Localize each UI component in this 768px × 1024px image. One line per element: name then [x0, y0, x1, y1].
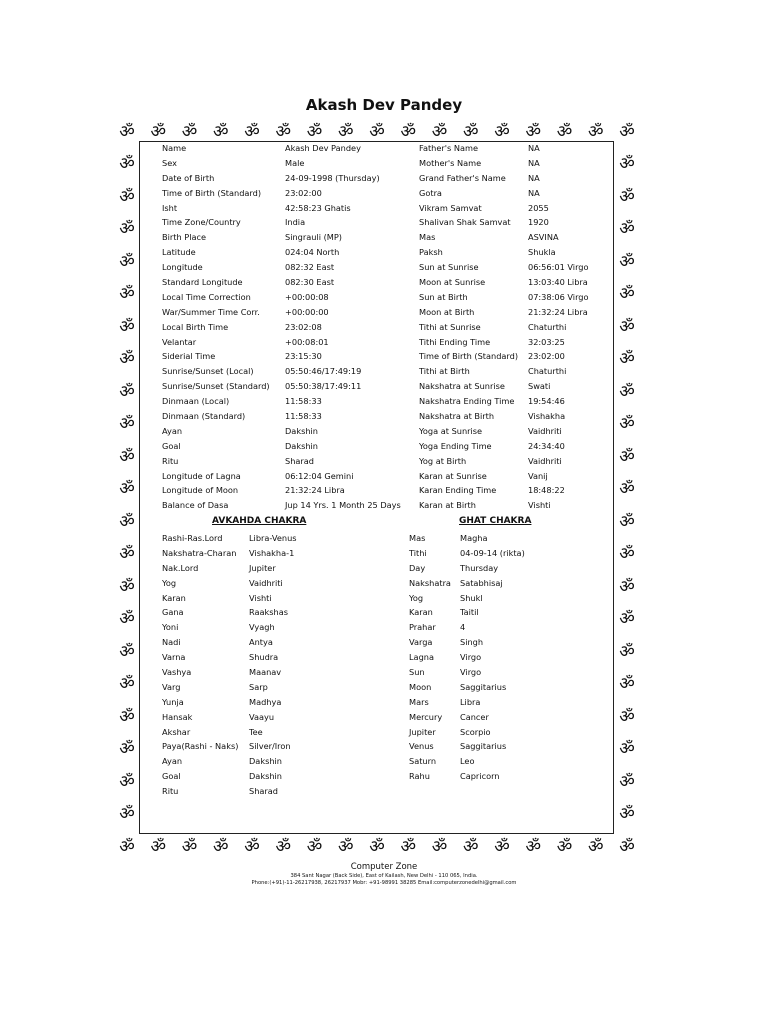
om-icon: ॐ — [431, 837, 448, 857]
om-icon: ॐ — [119, 576, 135, 597]
detail-left-value: Jup 14 Yrs. 1 Month 25 Days — [285, 500, 401, 511]
om-icon: ॐ — [119, 349, 135, 369]
avkahda-label: Varna — [162, 652, 186, 663]
ghat-value: Singh — [460, 637, 484, 648]
om-icon: ॐ — [619, 186, 635, 207]
detail-left-value: 11:58:33 — [285, 396, 322, 407]
om-icon: ॐ — [181, 837, 198, 857]
detail-right-value: 1920 — [528, 217, 549, 228]
detail-left-value: 23:02:00 — [285, 187, 322, 198]
detail-left-value: 11:58:33 — [285, 411, 322, 422]
detail-right-label: Yoga at Sunrise — [419, 425, 483, 436]
detail-right-value: Chaturthi — [528, 366, 567, 377]
avkahda-value: Shudra — [249, 652, 279, 663]
detail-left-label: Time of Birth (Standard) — [162, 187, 262, 198]
detail-left-value: 23:15:30 — [285, 351, 322, 362]
detail-left-label: Siderial Time — [162, 351, 216, 362]
detail-left-label: Longitude of Moon — [162, 485, 239, 496]
om-icon: ॐ — [119, 771, 135, 792]
om-icon: ॐ — [150, 122, 166, 142]
ghat-value: Leo — [460, 756, 475, 767]
ghat-label: Moon — [409, 681, 432, 692]
detail-left-label: Name — [162, 143, 187, 153]
ghat-label: Nakshatra — [409, 577, 451, 588]
om-icon: ॐ — [619, 641, 635, 662]
om-icon: ॐ — [556, 837, 573, 857]
detail-right-label: Karan at Sunrise — [419, 470, 487, 481]
om-icon: ॐ — [119, 706, 135, 727]
om-icon: ॐ — [119, 674, 135, 694]
detail-left-value: 05:50:46/17:49:19 — [285, 366, 362, 377]
avkahda-label: Goal — [162, 771, 181, 782]
detail-left-value: 082:30 East — [285, 277, 335, 288]
detail-left-value: +00:00:08 — [285, 291, 329, 302]
detail-right-label: Father's Name — [419, 143, 479, 153]
avkahda-label: Yoni — [162, 622, 179, 633]
ghat-value: Saggitarius — [460, 681, 507, 692]
detail-left-value: Akash Dev Pandey — [285, 143, 361, 153]
om-icon: ॐ — [119, 479, 135, 499]
detail-right-value: 24:34:40 — [528, 440, 565, 451]
om-icon: ॐ — [619, 154, 635, 174]
detail-left-label: Standard Longitude — [162, 277, 243, 288]
ghat-value: Capricorn — [460, 771, 500, 782]
om-icon: ॐ — [275, 122, 291, 142]
om-icon: ॐ — [119, 739, 135, 759]
om-icon: ॐ — [619, 609, 635, 629]
om-icon: ॐ — [119, 544, 135, 564]
om-icon: ॐ — [150, 837, 166, 857]
om-icon: ॐ — [619, 576, 635, 597]
avkahda-value: Silver/Iron — [249, 741, 291, 752]
om-icon: ॐ — [244, 837, 260, 857]
om-icon: ॐ — [119, 122, 135, 142]
detail-right-value: 06:56:01 Virgo — [528, 262, 589, 273]
ghat-label: Day — [409, 562, 426, 573]
detail-right-label: Nakshatra at Birth — [419, 411, 495, 422]
detail-right-label: Yoga Ending Time — [419, 440, 492, 451]
avkahda-value: Libra-Venus — [249, 533, 297, 543]
detail-right-value: ASVINA — [528, 232, 559, 243]
avkahda-label: Vashya — [162, 667, 192, 678]
ghat-value: Satabhisaj — [460, 577, 503, 588]
om-icon: ॐ — [119, 219, 135, 239]
om-icon: ॐ — [619, 219, 635, 239]
detail-left-label: Sunrise/Sunset (Standard) — [162, 381, 270, 392]
om-icon: ॐ — [119, 154, 135, 174]
om-icon: ॐ — [275, 837, 291, 857]
avkahda-value: Vishakha-1 — [249, 547, 295, 558]
detail-right-value: NA — [528, 157, 540, 168]
detail-left-label: Birth Place — [162, 232, 207, 243]
om-icon: ॐ — [337, 837, 354, 857]
detail-right-label: Sun at Birth — [419, 291, 468, 302]
detail-left-value: 21:32:24 Libra — [285, 485, 345, 496]
detail-left-label: Balance of Dasa — [162, 500, 229, 511]
detail-right-value: 21:32:24 Libra — [528, 306, 588, 317]
om-icon: ॐ — [619, 771, 635, 792]
avkahda-value: Sharad — [249, 786, 278, 797]
details-left-values — [285, 141, 401, 513]
avkahda-labels — [162, 531, 238, 799]
avkahda-label: Varg — [162, 681, 181, 692]
ghat-label: Tithi — [409, 547, 427, 558]
ghat-value: Shukl — [460, 592, 483, 603]
om-icon: ॐ — [306, 837, 323, 857]
ghat-label: Mars — [409, 696, 429, 707]
om-icon: ॐ — [619, 414, 635, 434]
om-icon: ॐ — [494, 837, 510, 857]
om-icon: ॐ — [619, 511, 635, 532]
om-icon: ॐ — [306, 122, 323, 142]
footer-address: 384 Sant Nagar (Back Side), East of Kailash, New Delhi - 110 065, India. — [290, 873, 478, 879]
om-icon: ॐ — [400, 837, 416, 857]
avkahda-values — [249, 531, 297, 799]
avkahda-label: Rashi-Ras.Lord — [162, 533, 223, 543]
avkahda-label: Nak.Lord — [162, 562, 199, 573]
ghat-label: Mercury — [409, 711, 443, 722]
avkahda-value: Dakshin — [249, 771, 282, 782]
ghat-label: Karan — [409, 607, 433, 618]
om-icon: ॐ — [587, 122, 604, 142]
avkahda-value: Antya — [249, 637, 273, 648]
detail-right-label: Vikram Samvat — [419, 202, 482, 213]
ghat-value: Thursday — [460, 562, 499, 573]
om-icon: ॐ — [119, 316, 135, 337]
details-left-labels — [162, 141, 270, 513]
detail-left-value: Singrauli (MP) — [285, 232, 342, 243]
detail-left-label: Sex — [162, 157, 177, 168]
om-icon: ॐ — [619, 804, 635, 824]
detail-right-label: Gotra — [419, 187, 442, 198]
ghat-label: Prahar — [409, 622, 436, 633]
ghat-value: 04-09-14 (rikta) — [460, 547, 525, 558]
detail-right-label: Karan at Birth — [419, 500, 476, 511]
detail-left-value: India — [285, 217, 306, 228]
om-icon: ॐ — [462, 837, 479, 857]
avkahda-label: Karan — [162, 592, 186, 603]
om-icon: ॐ — [619, 706, 635, 727]
avkahda-value: Sarp — [249, 681, 268, 692]
avkahda-heading: AVKAHDA CHAKRA — [212, 516, 307, 526]
avkahda-label: Ritu — [162, 786, 179, 797]
detail-right-value: NA — [528, 187, 540, 198]
om-icon: ॐ — [619, 446, 635, 467]
detail-right-label: Mother's Name — [419, 157, 482, 168]
om-icon: ॐ — [619, 479, 635, 499]
avkahda-value: Tee — [249, 726, 263, 737]
detail-right-value: 13:03:40 Libra — [528, 277, 588, 288]
om-icon: ॐ — [212, 122, 229, 142]
ghat-value: Saggitarius — [460, 741, 507, 752]
om-icon: ॐ — [119, 804, 135, 824]
ghat-label: Sun — [409, 667, 425, 678]
om-icon: ॐ — [619, 122, 635, 142]
detail-right-label: Grand Father's Name — [419, 172, 506, 183]
avkahda-value: Raakshas — [249, 607, 289, 618]
detail-right-label: Paksh — [419, 247, 443, 258]
om-icon: ॐ — [619, 251, 635, 272]
detail-left-value: 42:58:23 Ghatis — [285, 202, 351, 213]
om-icon: ॐ — [400, 122, 416, 142]
ghat-value: Taitil — [460, 607, 479, 618]
ghat-label: Mas — [409, 533, 426, 543]
detail-right-label: Nakshatra at Sunrise — [419, 381, 505, 392]
detail-left-value: Dakshin — [285, 425, 318, 436]
detail-right-label: Yog at Birth — [419, 455, 467, 466]
om-icon: ॐ — [619, 544, 635, 564]
detail-right-label: Sun at Sunrise — [419, 262, 479, 273]
om-icon: ॐ — [619, 284, 635, 304]
detail-right-label: Moon at Sunrise — [419, 277, 486, 288]
om-icon: ॐ — [244, 122, 260, 142]
detail-right-label: Tithi at Birth — [419, 366, 470, 377]
detail-right-value: 19:54:46 — [528, 396, 565, 407]
ghat-value: Scorpio — [460, 726, 491, 737]
footer-name: Computer Zone — [350, 862, 418, 872]
ghat-value: Cancer — [460, 711, 489, 722]
om-icon: ॐ — [619, 381, 635, 402]
detail-left-label: Dinmaan (Local) — [162, 396, 230, 407]
detail-right-label: Nakshatra Ending Time — [419, 396, 515, 407]
detail-left-value: +00:00:00 — [285, 306, 329, 317]
avkahda-label: Yog — [162, 577, 177, 588]
detail-left-label: Time Zone/Country — [162, 217, 241, 228]
detail-left-value: 06:12:04 Gemini — [285, 470, 354, 481]
om-icon: ॐ — [587, 837, 604, 857]
detail-right-value: Shukla — [528, 247, 556, 258]
ghat-label: Yog — [409, 592, 424, 603]
avkahda-label: Akshar — [162, 726, 191, 737]
detail-left-label: Latitude — [162, 247, 196, 258]
detail-left-label: Date of Birth — [162, 172, 215, 183]
om-icon: ॐ — [119, 609, 135, 629]
detail-right-label: Tithi Ending Time — [419, 336, 491, 347]
ghat-label: Venus — [409, 741, 434, 752]
detail-left-label: Goal — [162, 440, 181, 451]
detail-left-value: +00:08:01 — [285, 336, 329, 347]
om-icon: ॐ — [619, 739, 635, 759]
details-right-labels — [419, 141, 518, 513]
detail-right-value: Vishti — [528, 500, 551, 511]
om-icon: ॐ — [619, 349, 635, 369]
detail-left-label: Velantar — [162, 336, 197, 347]
avkahda-value: Vaidhriti — [249, 577, 283, 588]
avkahda-value: Jupiter — [249, 562, 276, 573]
om-icon: ॐ — [462, 122, 479, 142]
avkahda-value: Dakshin — [249, 756, 282, 767]
avkahda-value: Vyagh — [249, 622, 275, 633]
ghat-label: Saturn — [409, 756, 437, 767]
avkahda-value: Maanav — [249, 667, 282, 678]
detail-right-label: Tithi at Sunrise — [419, 321, 481, 332]
detail-left-value: 24-09-1998 (Thursday) — [285, 172, 380, 183]
detail-left-label: Local Time Correction — [162, 291, 251, 302]
om-icon: ॐ — [119, 186, 135, 207]
detail-left-value: 082:32 East — [285, 262, 335, 273]
ghat-label: Rahu — [409, 771, 430, 782]
ghat-value: Virgo — [460, 652, 482, 663]
detail-right-value: Vishakha — [528, 411, 566, 422]
detail-left-label: War/Summer Time Corr. — [162, 306, 260, 317]
om-icon: ॐ — [119, 284, 135, 304]
om-icon: ॐ — [525, 837, 541, 857]
om-icon: ॐ — [619, 316, 635, 337]
om-icon: ॐ — [494, 122, 510, 142]
detail-left-label: Ritu — [162, 455, 179, 466]
detail-left-value: 024:04 North — [285, 247, 340, 258]
om-icon: ॐ — [119, 446, 135, 467]
detail-right-label: Karan Ending Time — [419, 485, 497, 496]
detail-right-value: NA — [528, 172, 540, 183]
om-icon: ॐ — [619, 837, 635, 857]
detail-right-value: 23:02:00 — [528, 351, 565, 362]
ghat-value: Virgo — [460, 667, 482, 678]
detail-left-value: 05:50:38/17:49:11 — [285, 381, 362, 392]
page-title: Akash Dev Pandey — [305, 96, 463, 114]
detail-left-label: Longitude of Lagna — [162, 470, 241, 481]
detail-right-value: 2055 — [528, 202, 549, 213]
detail-left-label: Longitude — [162, 262, 203, 273]
detail-right-label: Time of Birth (Standard) — [419, 351, 519, 362]
avkahda-label: Paya(Rashi - Naks) — [162, 741, 239, 752]
detail-right-value: Vanij — [528, 470, 548, 481]
ghat-labels — [409, 531, 451, 784]
om-icon: ॐ — [431, 122, 448, 142]
om-icon: ॐ — [181, 122, 198, 142]
ghat-value: Magha — [460, 533, 488, 543]
detail-right-value: Swati — [528, 381, 551, 392]
avkahda-value: Madhya — [249, 696, 282, 707]
ghat-value: 4 — [460, 622, 466, 633]
avkahda-label: Ayan — [162, 756, 183, 767]
detail-right-value: 18:48:22 — [528, 485, 565, 496]
avkahda-label: Gana — [162, 607, 184, 618]
detail-left-value: Dakshin — [285, 440, 318, 451]
detail-left-label: Isht — [162, 202, 178, 213]
detail-right-value: 07:38:06 Virgo — [528, 291, 589, 302]
om-icon: ॐ — [119, 511, 135, 532]
detail-left-label: Ayan — [162, 425, 183, 436]
footer-contact: Phone:(+91)-11-26217938, 26217937 Mobr: +91-98991 38285 Email:computerzonedelhi@gmail.com — [251, 880, 517, 886]
ghat-heading: GHAT CHAKRA — [459, 516, 532, 526]
detail-right-value: Vaidhriti — [528, 455, 562, 466]
om-icon: ॐ — [337, 122, 354, 142]
ghat-label: Lagna — [409, 652, 434, 663]
ghat-value: Libra — [460, 696, 481, 707]
detail-right-value: NA — [528, 143, 540, 153]
detail-right-value: 32:03:25 — [528, 336, 565, 347]
detail-left-label: Local Birth Time — [162, 321, 229, 332]
ghat-label: Varga — [409, 637, 433, 648]
avkahda-label: Yunja — [162, 696, 184, 707]
om-icon: ॐ — [119, 381, 135, 402]
detail-right-label: Mas — [419, 232, 436, 243]
detail-right-value: Vaidhriti — [528, 425, 562, 436]
om-icon: ॐ — [619, 674, 635, 694]
om-icon: ॐ — [119, 641, 135, 662]
ghat-values — [460, 531, 525, 784]
om-icon: ॐ — [119, 837, 135, 857]
om-icon: ॐ — [212, 837, 229, 857]
ghat-label: Jupiter — [409, 726, 436, 737]
avkahda-label: Nakshatra-Charan — [162, 547, 237, 558]
detail-left-value: Male — [285, 157, 305, 168]
om-icon: ॐ — [119, 251, 135, 272]
avkahda-label: Nadi — [162, 637, 181, 648]
detail-right-value: Chaturthi — [528, 321, 567, 332]
om-icon: ॐ — [556, 122, 573, 142]
om-icon: ॐ — [369, 122, 385, 142]
details-right-values — [528, 141, 589, 513]
om-icon: ॐ — [369, 837, 385, 857]
detail-left-label: Dinmaan (Standard) — [162, 411, 246, 422]
avkahda-value: Vishti — [249, 592, 272, 603]
detail-left-label: Sunrise/Sunset (Local) — [162, 366, 254, 377]
om-icon: ॐ — [119, 414, 135, 434]
avkahda-value: Vaayu — [249, 711, 275, 722]
avkahda-label: Hansak — [162, 711, 193, 722]
detail-left-value: Sharad — [285, 455, 314, 466]
om-icon: ॐ — [525, 122, 541, 142]
detail-left-value: 23:02:08 — [285, 321, 322, 332]
detail-right-label: Shalivan Shak Samvat — [419, 217, 511, 228]
detail-right-label: Moon at Birth — [419, 306, 475, 317]
